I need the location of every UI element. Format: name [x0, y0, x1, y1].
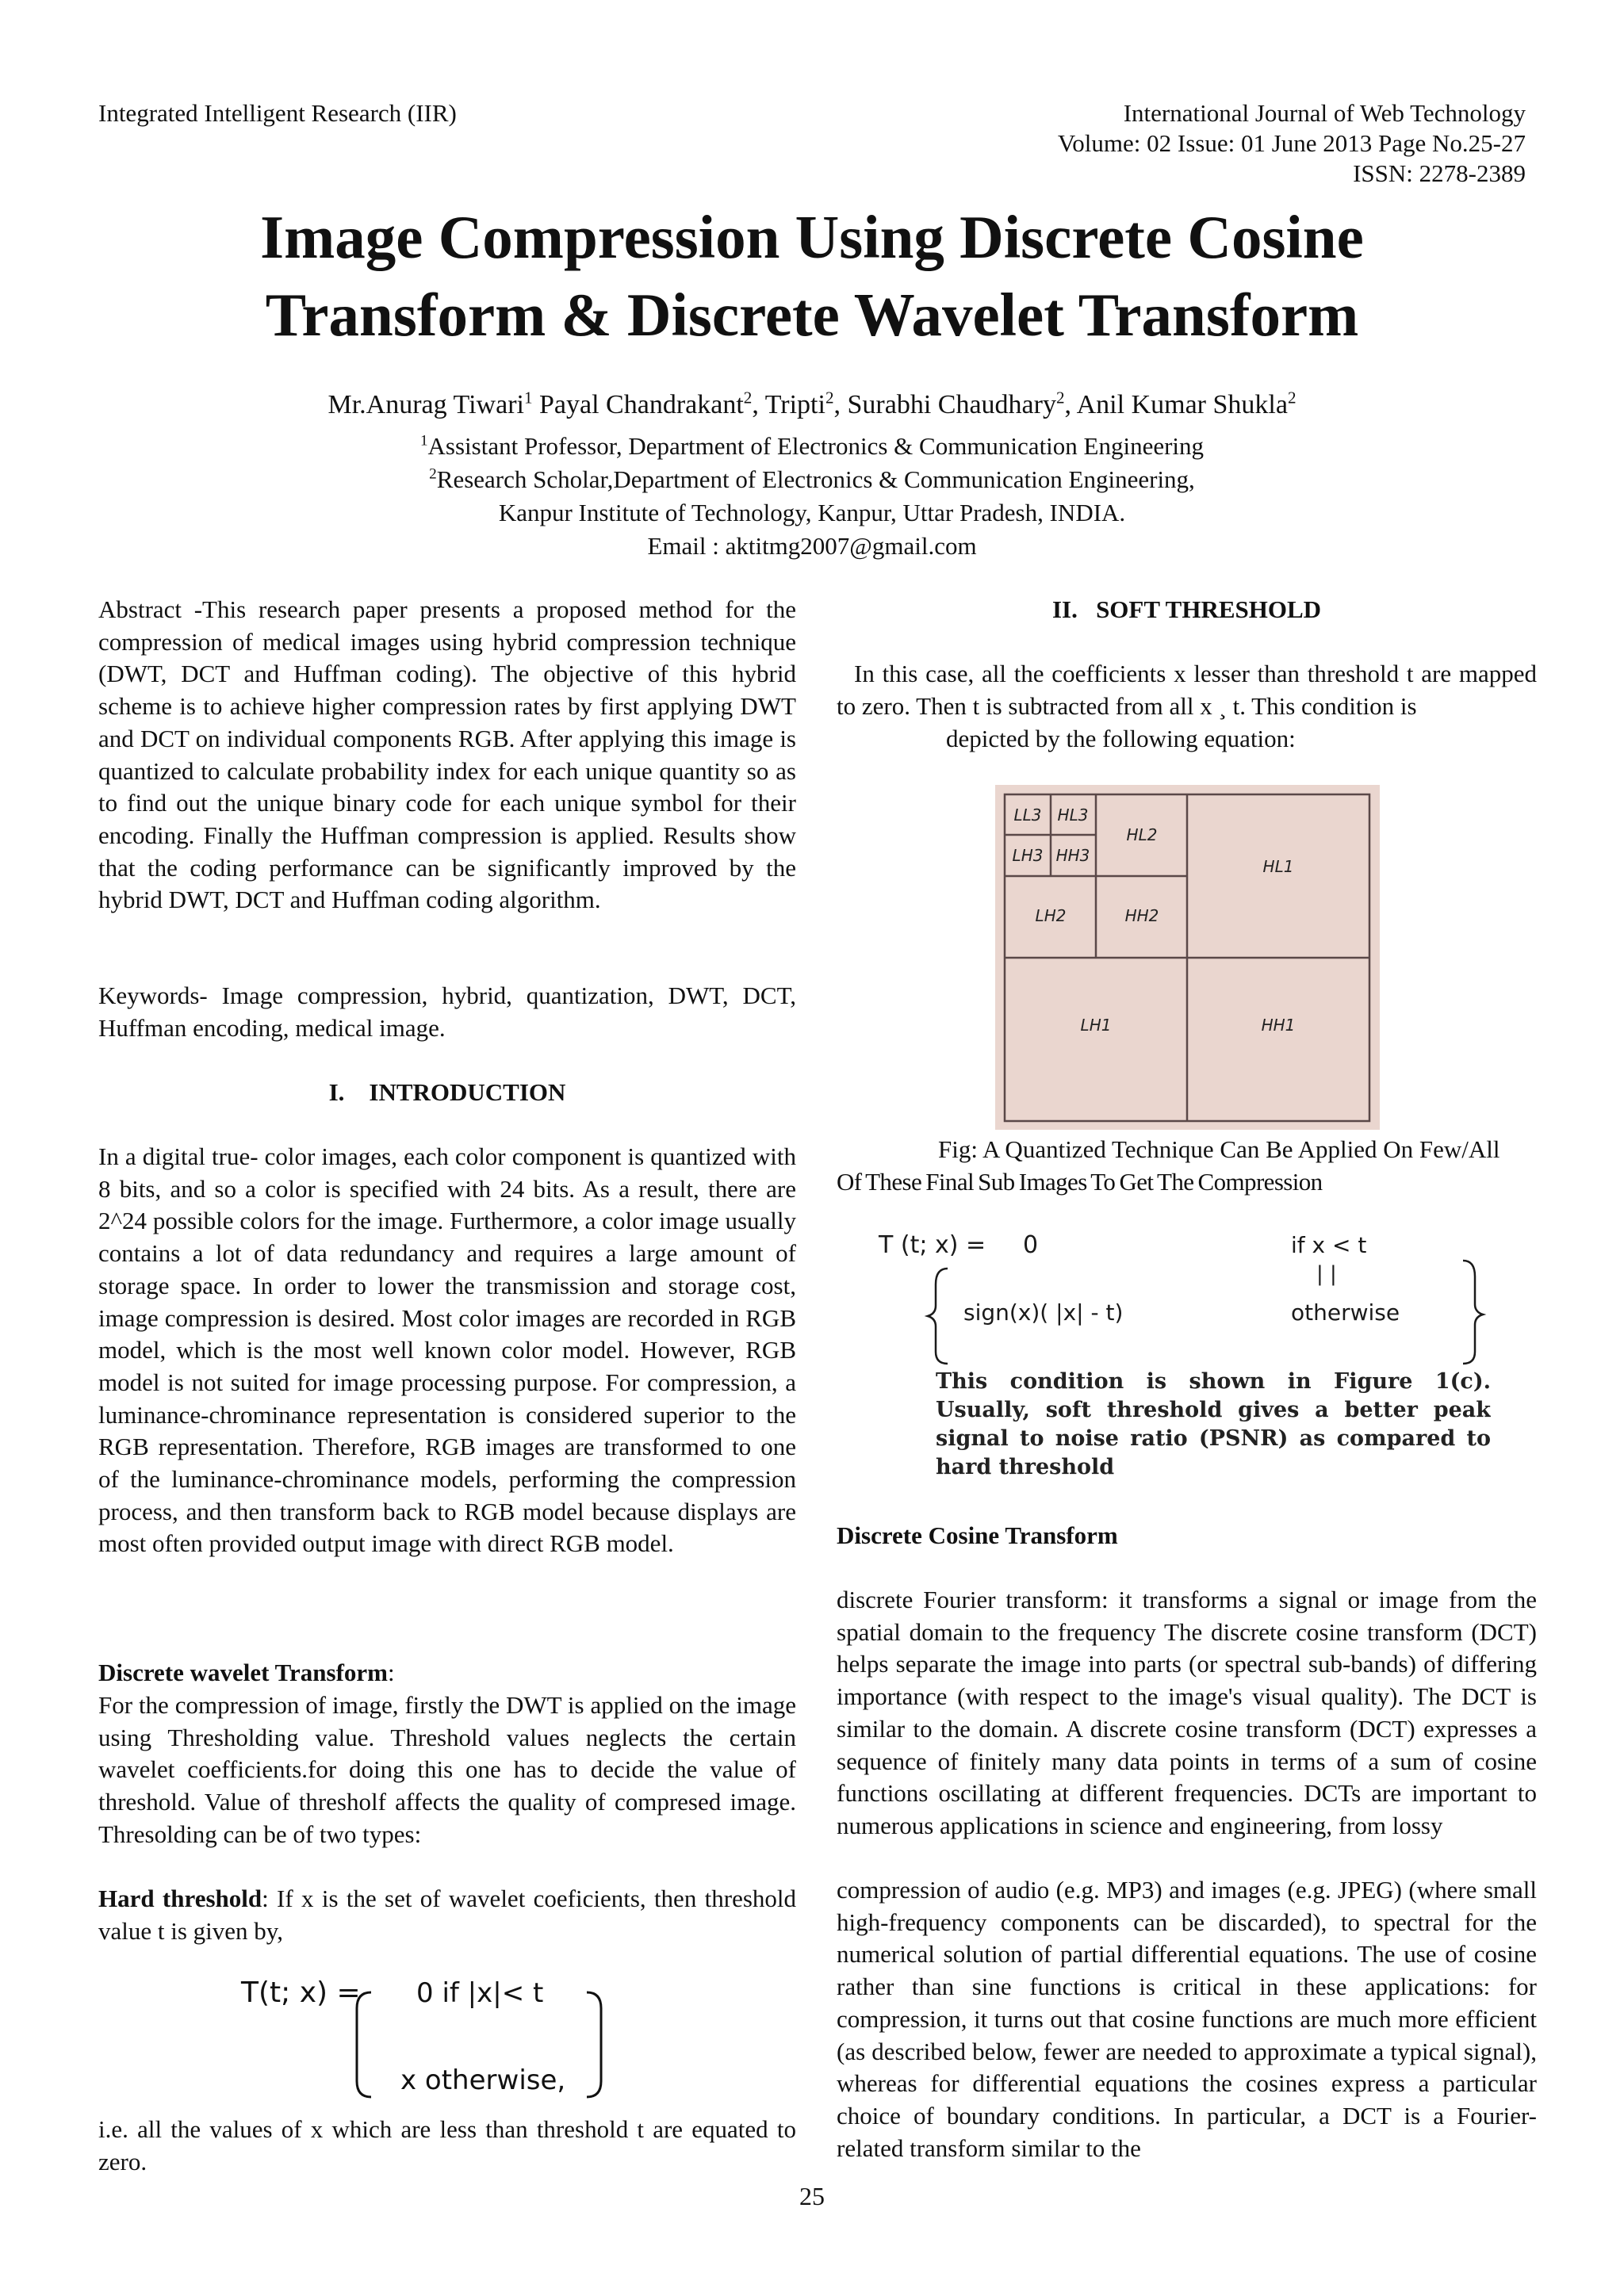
title-line-2: Transform & Discrete Wavelet Transform: [265, 281, 1359, 349]
subband-label-lh3: LH3: [1012, 846, 1044, 865]
hard-threshold-text: [98, 1883, 796, 1947]
hard-threshold-equation: [238, 1970, 619, 2105]
author-2-sup: 2: [743, 388, 753, 408]
eq2-condition: if x < t: [1291, 1232, 1367, 1258]
journal-issn: ISSN: 2278-2389: [1353, 159, 1526, 187]
figure-caption-line-2: Of These Final Sub Images To Get The Compression: [837, 1168, 1323, 1196]
affiliation-2-text: Research Scholar,Department of Electronics & Communication Engineering,: [436, 465, 1195, 493]
eq2-case-2a: sign(x)( |x| - t): [963, 1299, 1124, 1326]
subband-label-lh1: LH1: [1080, 1016, 1112, 1035]
dwt-text: For the compression of image, firstly the DWT is applied on the image using Thresholding value. Threshold values neglects the certain wavelet coefficients.for doing this one has to decide the value of threshold. Value of thresholf affects the quality of compresed image. Thresolding can be of two types:: [98, 1691, 796, 1848]
author-2: Payal Chandrakant: [532, 390, 744, 419]
wavelet-subband-figure: [995, 785, 1380, 1130]
eq1-case-1: 0 if |x|< t: [416, 1977, 544, 2009]
figure-caption-line-1: Fig: A Quantized Technique Can Be Applied On Few/All: [938, 1135, 1500, 1163]
title-line-1: Image Compression Using Discrete Cosine: [260, 203, 1364, 271]
dct-text-1: discrete Fourier transform: it transforms a signal or image from the spatial domain to the frequency The discrete cosine transform (DCT) helps separate the image into parts (or spectral sub-bands) of differing importance (with respect to the image's visual quality). The DCT is similar to the domain. A discrete cosine transform (DCT) expresses a sequence of finitely many data points in terms of a sum of cosine functions oscillating at different frequencies. DCTs are important to numerous applications in science and engineering, from lossy: [837, 1586, 1537, 1839]
hard-threshold-description: : If x is the set of wavelet coeficients, then threshold value t is given by,: [98, 1885, 797, 1945]
author-3-sup: 2: [825, 388, 834, 408]
paper-title: [0, 198, 1624, 354]
affiliation-1-text: Assistant Professor, Department of Electronics & Communication Engineering: [427, 432, 1205, 460]
eq2-zero: 0: [1023, 1231, 1039, 1259]
subband-label-hl3: HL3: [1057, 806, 1089, 825]
hard-threshold-conclusion: i.e. all the values of x which are less than threshold t are equated to zero.: [98, 2115, 796, 2175]
affiliation-2: [0, 463, 1624, 496]
page-number: 25: [799, 2182, 825, 2210]
dct-heading: Discrete Cosine Transform: [837, 1521, 1118, 1549]
soft-threshold-text: In this case, all the coefficients x lesser than threshold t are mapped to zero. Then t is subtracted from all x ¸ t. This condition is: [837, 660, 1537, 720]
subband-label-hl2: HL2: [1126, 825, 1158, 844]
dct-text-2: compression of audio (e.g. MP3) and images (e.g. JPEG) (where small high-frequency components can be discarded), to spectral for the numerical solution of partial differential equations. The use of cosine rather than sine functions is critical in these applications: for compression, it turns out that cosine functions are much more efficient (as described below, fewer are needed to approximate a typical signal), whereas for differential equations the cosines express a particular choice of boundary conditions. In particular, a DCT is a Fourier-related transform similar to the: [837, 1876, 1537, 2162]
journal-name: International Journal of Web Technology: [1123, 99, 1526, 127]
eq1-case-2: x otherwise,: [400, 2064, 566, 2096]
keywords: Keywords- Image compression, hybrid, quantization, DWT, DCT, Huffman encoding, medical image.: [98, 982, 796, 1042]
soft-threshold-equation: [872, 1225, 1522, 1487]
affiliation-institute: Kanpur Institute of Technology, Kanpur, Uttar Pradesh, INDIA.: [498, 499, 1126, 526]
section-heading-introduction: I. INTRODUCTION: [328, 1078, 566, 1106]
eq2-note: This condition is shown in Figure 1(c). Usually, soft threshold gives a better peak signal to noise ratio (PSNR) as compared to hard threshold: [936, 1369, 1491, 1479]
affiliation-2-sup: 2: [429, 465, 437, 483]
journal-publisher: Integrated Intelligent Research (IIR): [98, 99, 457, 127]
authors: [0, 388, 1624, 422]
eq1-lhs: T(t; x) =: [241, 1976, 361, 2009]
subband-label-ll3: LL3: [1013, 806, 1042, 825]
author-3: , Tripti: [752, 390, 825, 419]
soft-threshold-text-2: depicted by the following equation:: [946, 725, 1296, 752]
affiliation-1: [0, 430, 1624, 462]
dwt-heading: Discrete wavelet Transform: [98, 1659, 388, 1686]
eq2-lhs: T (t; x) =: [879, 1231, 986, 1259]
author-5-sup: 2: [1287, 388, 1297, 408]
subband-label-hl1: HL1: [1262, 857, 1294, 876]
author-email: Email : aktitmg2007@gmail.com: [647, 532, 977, 560]
eq2-left-brace: [928, 1269, 948, 1364]
author-5: , Anil Kumar Shukla: [1064, 390, 1288, 419]
author-1: Mr.Anurag Tiwari: [327, 390, 524, 419]
subband-label-hh3: HH3: [1055, 846, 1090, 865]
affiliation-1-sup: 1: [419, 432, 428, 450]
dwt-subheading: [98, 1657, 796, 1689]
introduction-text: In a digital true- color images, each color component is quantized with 8 bits, and so a color is specified with 24 bits. As a result, there are 2^24 possible colors for the image. Furthermore, a color image usually contains a lot of data redundancy and requires a large amount of storage space. In order to lower the transmission and storage cost, image compression is desired. Most color images are recorded in RGB model, which is the most well known color model. However, RGB model is not suited for image processing purpose. For compression, a luminance-chrominance representation is considered superior to the RGB representation. Therefore, RGB images are transformed to one of the luminance-chrominance models, performing the compression process, and then transform back to RGB model because displays are most often provided output image with direct RGB model.: [98, 1142, 796, 1558]
eq2-right-brace: [1463, 1261, 1483, 1364]
journal-volume: Volume: 02 Issue: 01 June 2013 Page No.25-27: [1057, 129, 1526, 157]
subband-label-lh2: LH2: [1035, 906, 1067, 925]
hard-threshold-label: Hard threshold: [98, 1885, 262, 1912]
subband-label-hh1: HH1: [1261, 1016, 1296, 1035]
author-4-sup: 2: [1055, 388, 1065, 408]
eq2-abs-bars: | |: [1316, 1262, 1337, 1286]
journal-info: [812, 98, 1526, 189]
dwt-colon: :: [388, 1659, 395, 1686]
section-heading-soft-threshold: II. SOFT THRESHOLD: [1051, 595, 1322, 623]
eq1-right-brace: [587, 1992, 601, 2097]
eq2-case-2b: otherwise: [1291, 1299, 1400, 1326]
abstract: Abstract -This research paper presents a proposed method for the compression of medical images using hybrid compression technique (DWT, DCT and Huffman coding). The objective of this hybrid scheme is to achieve higher compression rates by first applying DWT and DCT on individual components RGB. After applying this image is quantized to calculate probability index for each unique quantity so as to find out the unique binary code for each unique symbol for their encoding. Finally the Huffman compression is applied. Results show that the coding performance can be significantly improved by the hybrid DWT, DCT and Huffman coding algorithm.: [98, 595, 796, 914]
subband-label-hh2: HH2: [1124, 906, 1159, 925]
author-4: , Surabhi Chaudhary: [833, 390, 1056, 419]
author-1-sup: 1: [523, 388, 533, 408]
